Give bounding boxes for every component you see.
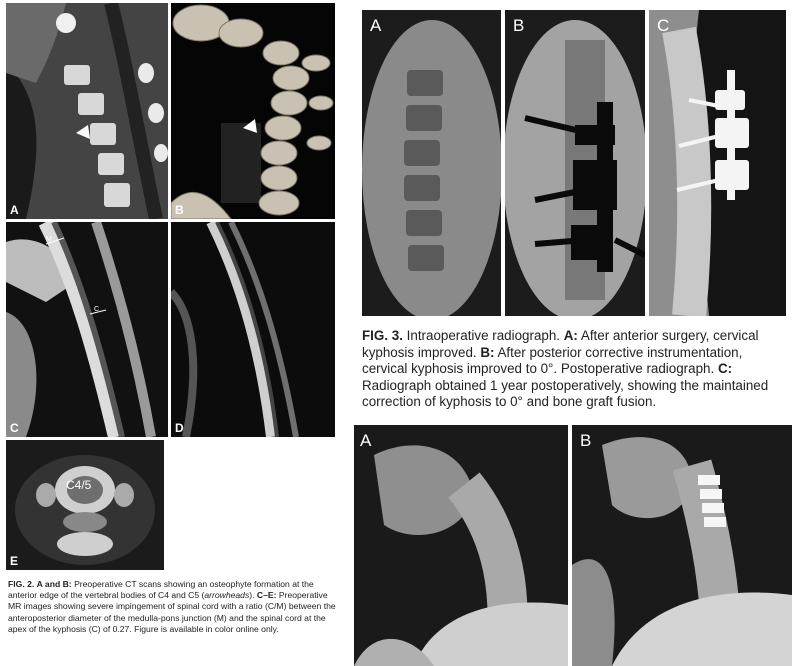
ct-3d-reconstruction-image: [171, 3, 335, 219]
ct-sagittal-image: [6, 3, 168, 219]
fig2-label-b: B: [175, 203, 184, 217]
fig2-panel-d-mri: [171, 222, 335, 437]
whole-spine-radiograph-b: [572, 425, 792, 666]
fig4-panel-a-radiograph: [354, 425, 568, 666]
fig2-caption-arrowheads: arrowheads: [204, 590, 250, 601]
mri-axial-image: [6, 440, 164, 570]
fig3-label-a: A: [370, 16, 382, 35]
fig3-panel-a-fluoroscopy: [362, 10, 501, 316]
mri-marker-c: C: [94, 306, 100, 313]
radiograph-image-c: [649, 10, 786, 316]
fluoroscopy-image-a: [362, 10, 501, 316]
vertebral-level-label: C4/5: [66, 478, 92, 492]
fig2-panel-c-mri: [6, 222, 168, 437]
fig3-caption-intro: Intraoperative radiograph.: [406, 328, 561, 343]
fig2-caption-ab-text: Preoperative CT scans showing an osteophyte formation at the anterior edge of the vertebral bodies of C4 and C5 (: [8, 579, 314, 601]
fig2-caption-ab-label: A and B:: [36, 579, 72, 589]
fig4-label-b: B: [580, 431, 592, 450]
mri-sagittal-image: [6, 222, 168, 437]
fig3-caption-a-label: A:: [563, 328, 578, 343]
fig2-panel-b-ct-3d: [171, 3, 335, 219]
fluoroscopy-image-b: [505, 10, 645, 316]
fig2-label-a: A: [10, 203, 19, 217]
fig2-caption-ce-text: Preoperative MR images showing severe impingement of spinal cord with a ratio (C/M) between the anteroposterior diameter of the medulla-pons junction (M) and the spinal cord at the apex of the kyphosis (C) of 0.27. Figure is available in color online only.: [8, 590, 336, 634]
fig3-caption-c-label: C:: [717, 361, 733, 377]
fig2-label-c: C: [10, 421, 19, 435]
fig3-caption: [362, 328, 790, 411]
whole-spine-radiograph-a: [354, 425, 568, 666]
fig3-caption-b-label: B:: [480, 344, 495, 360]
mri-marker-m: M: [46, 236, 52, 243]
fig2-caption-ab-end: ).: [249, 590, 255, 601]
fig2-label-d: D: [175, 421, 184, 435]
fig2-caption-title: FIG. 2.: [8, 579, 35, 589]
fig2-panel-e-mri-axial: [6, 440, 164, 570]
fig3-label-b: B: [513, 16, 525, 35]
fig4-label-a: A: [360, 431, 372, 450]
fig3-caption-c-text: Radiograph obtained 1 year postoperatively, showing the maintained correction of kyphosis to 0° and bone graft fusion.: [362, 377, 769, 410]
fig4-panel-b-radiograph: [572, 425, 792, 666]
fig2-panel-a-ct-sagittal: [6, 3, 168, 219]
fig3-caption-b-text: After posterior corrective instrumentation, cervical kyphosis improved to 0°. Postoperative radiograph.: [362, 344, 743, 377]
fig3-panel-b-fluoroscopy: [505, 10, 645, 316]
fig3-label-c: C: [657, 16, 670, 35]
fig2-caption: [8, 579, 336, 635]
fig3-caption-a-text: After anterior surgery, cervical kyphosis improved.: [362, 328, 759, 360]
mri-t2-sagittal-image: [171, 222, 335, 437]
fig3-caption-title: FIG. 3.: [362, 328, 403, 343]
fig2-label-e: E: [10, 554, 19, 568]
fig2-caption-ce-label: C–E:: [256, 590, 277, 601]
fig3-panel-c-radiograph: [649, 10, 786, 316]
